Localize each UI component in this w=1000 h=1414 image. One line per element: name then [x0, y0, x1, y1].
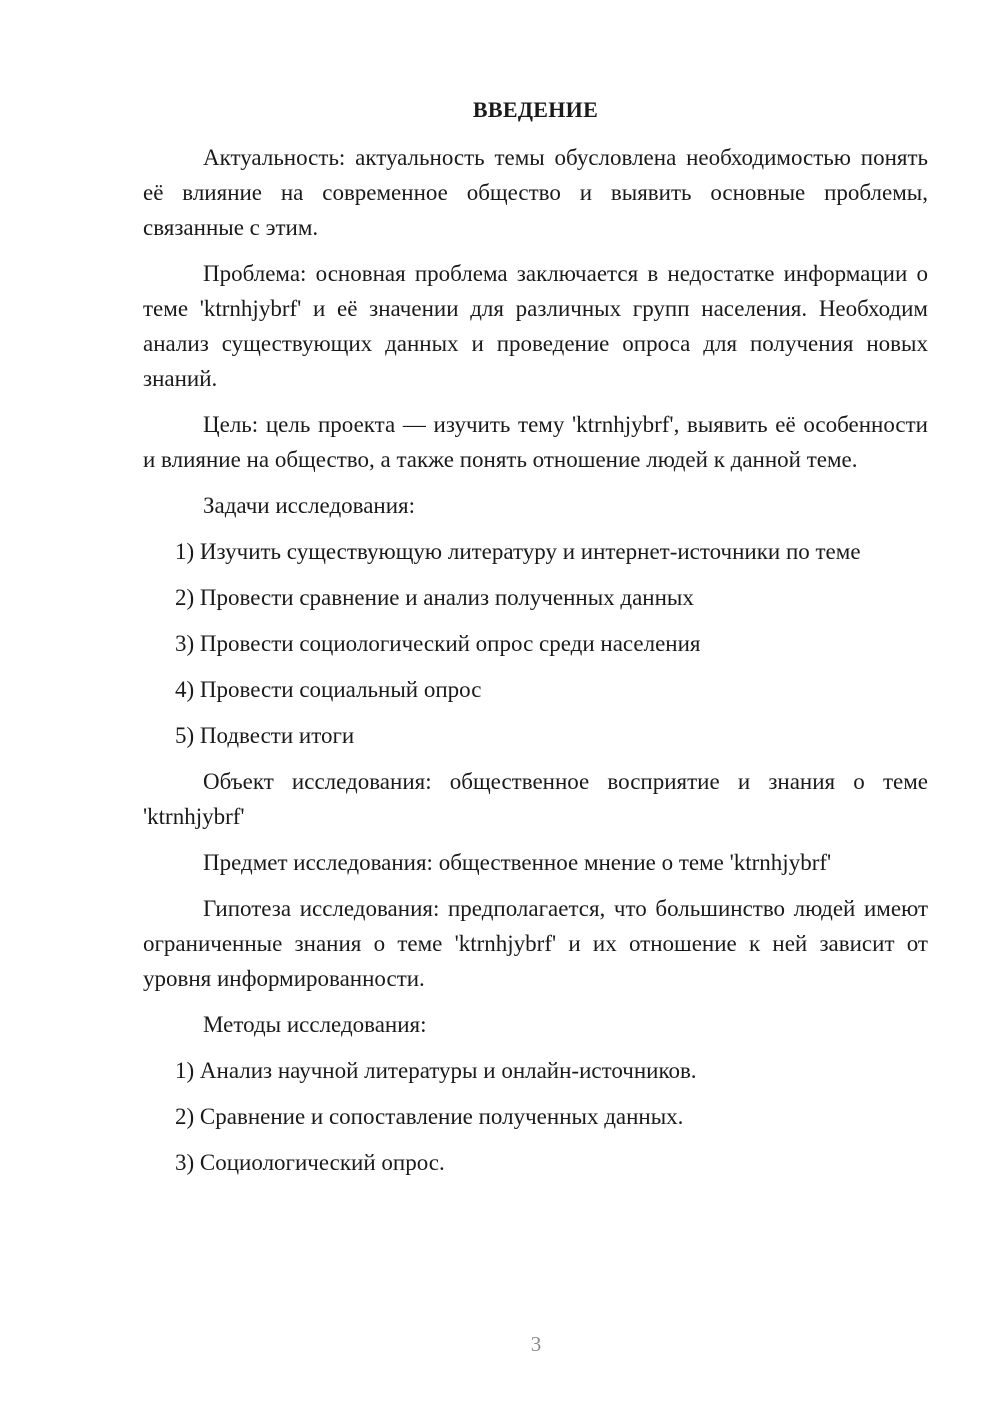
task-item: 3) Провести социологический опрос среди населения — [175, 631, 701, 656]
task-item: 1) Изучить существующую литературу и интернет-источники по теме — [175, 539, 861, 564]
method-item: 1) Анализ научной литературы и онлайн-источников. — [175, 1058, 697, 1083]
methods-list — [143, 1053, 928, 1180]
page-content — [143, 92, 928, 1191]
subject-paragraph: Предмет исследования: общественное мнение о теме 'ktrnhjybrf' — [203, 850, 832, 875]
task-item: 5) Подвести итоги — [175, 723, 355, 748]
relevance-paragraph: Актуальность: актуальность темы обусловлена необходимостью понять её влияние на современное общество и выявить основные проблемы, связанные с этим. — [143, 145, 928, 240]
tasks-list — [143, 534, 928, 753]
tasks-heading: Задачи исследования: — [203, 493, 416, 518]
hypothesis-paragraph: Гипотеза исследования: предполагается, что большинство людей имеют ограниченные знания о теме 'ktrnhjybrf' и их отношение к ней зависит от уровня информированности. — [143, 896, 928, 991]
task-item: 4) Провести социальный опрос — [175, 677, 482, 702]
problem-paragraph: Проблема: основная проблема заключается в недостатке информации о теме 'ktrnhjybrf' и её значении для различных групп населения. Необходим анализ существующих данных и проведение опроса для получения новых знаний. — [143, 261, 928, 391]
goal-paragraph: Цель: цель проекта — изучить тему 'ktrnhjybrf', выявить её особенности и влияние на общество, а также понять отношение людей к данной теме. — [143, 412, 928, 472]
method-item: 3) Социологический опрос. — [175, 1150, 445, 1175]
method-item: 2) Сравнение и сопоставление полученных данных. — [175, 1104, 684, 1129]
section-heading: ВВЕДЕНИЕ — [472, 97, 599, 122]
methods-heading: Методы исследования: — [203, 1012, 427, 1037]
page-number: 3 — [530, 1332, 542, 1356]
task-item: 2) Провести сравнение и анализ полученных данных — [175, 585, 694, 610]
object-paragraph: Объект исследования: общественное восприятие и знания о теме 'ktrnhjybrf' — [143, 769, 928, 829]
